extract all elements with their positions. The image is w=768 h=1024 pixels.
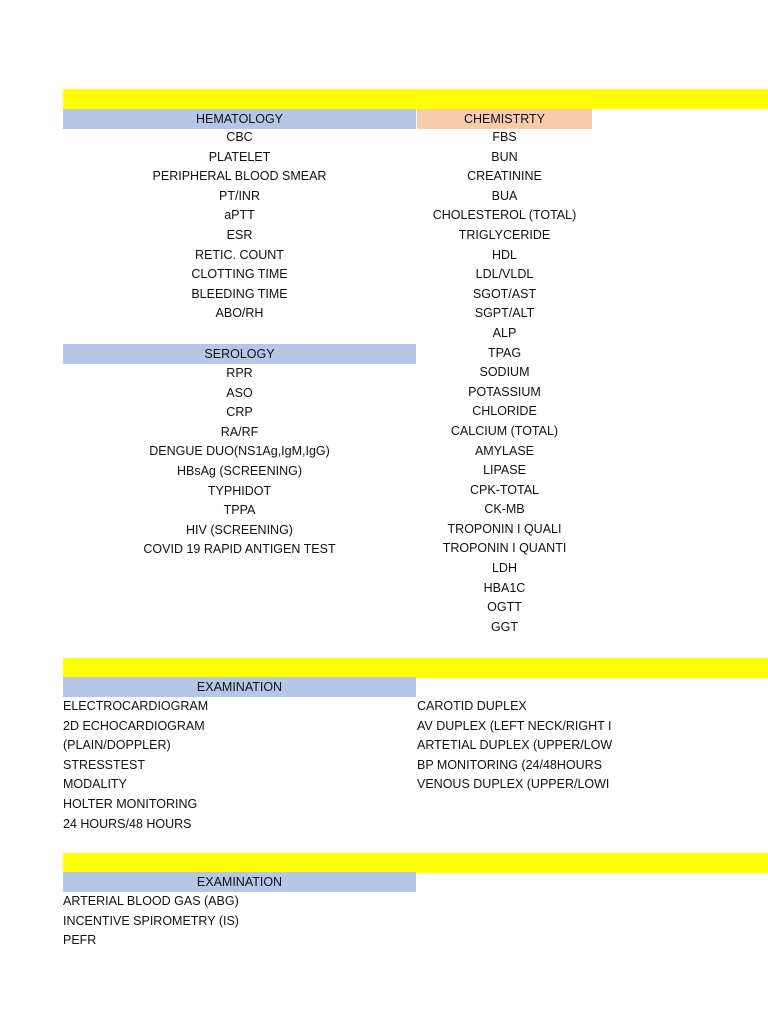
serology-item: TYPHIDOT bbox=[207, 483, 272, 498]
examination-item: BP MONITORING (24/48HOURS bbox=[417, 757, 602, 772]
chemistry-item: OGTT bbox=[487, 600, 522, 615]
chemistry-item: AMYLASE bbox=[474, 443, 535, 458]
serology-item: DENGUE DUO(NS1Ag,IgM,IgG) bbox=[149, 444, 330, 459]
examination-item: STRESSTEST bbox=[63, 757, 145, 772]
chemistry-item: TROPONIN I QUANTI bbox=[442, 541, 567, 556]
chemistry-item: CALCIUM (TOTAL) bbox=[450, 423, 559, 438]
hematology-header: HEMATOLOGY bbox=[63, 109, 416, 129]
chemistry-item: TRIGLYCERIDE bbox=[458, 227, 551, 242]
chemistry-item: CPK-TOTAL bbox=[470, 482, 539, 497]
serology-item: COVID 19 RAPID ANTIGEN TEST bbox=[143, 542, 336, 557]
chemistry-item: CK-MB bbox=[484, 502, 525, 517]
examination-item: CAROTID DUPLEX bbox=[417, 699, 527, 713]
chemistry-item: SGOT/AST bbox=[472, 286, 537, 301]
examination-2-list bbox=[63, 892, 416, 951]
serology-item: CRP bbox=[226, 405, 253, 420]
examination-item: VENOUS DUPLEX (UPPER/LOWI bbox=[417, 777, 610, 792]
hematology-item: CBC bbox=[226, 130, 253, 144]
section-band-bottom bbox=[63, 853, 768, 873]
examination-item: MODALITY bbox=[63, 777, 127, 792]
chemistry-item: CHOLESTEROL (TOTAL) bbox=[432, 208, 577, 223]
chemistry-item: LDH bbox=[491, 561, 517, 576]
hematology-item: aPTT bbox=[224, 208, 255, 223]
chemistry-item: BUN bbox=[491, 149, 518, 164]
chemistry-item: CHLORIDE bbox=[472, 404, 537, 419]
hematology-list bbox=[63, 128, 416, 324]
hematology-item: RETIC. COUNT bbox=[195, 247, 284, 262]
serology-item: RA/RF bbox=[220, 424, 259, 439]
examination-2-header: EXAMINATION bbox=[63, 872, 416, 892]
examination-2-item: ARTERIAL BLOOD GAS (ABG) bbox=[63, 894, 239, 908]
chemistry-item: LIPASE bbox=[483, 463, 526, 478]
hematology-item: BLEEDING TIME bbox=[191, 286, 288, 301]
serology-item: TPPA bbox=[223, 503, 256, 518]
chemistry-item: HDL bbox=[491, 247, 517, 262]
examination-2-item: PEFR bbox=[63, 933, 97, 948]
chemistry-item: SGPT/ALT bbox=[474, 306, 535, 321]
examination-item: 24 HOURS/48 HOURS bbox=[63, 816, 192, 831]
chemistry-item: POTASSIUM bbox=[468, 384, 541, 399]
examination-item: HOLTER MONITORING bbox=[63, 796, 198, 811]
examination-right-list bbox=[417, 697, 613, 795]
chemistry-list bbox=[417, 128, 592, 637]
serology-item: HIV (SCREENING) bbox=[186, 522, 293, 537]
serology-item: HBsAg (SCREENING) bbox=[176, 463, 303, 478]
chemistry-item: LDL/VLDL bbox=[475, 267, 534, 282]
examination-left-list bbox=[63, 697, 416, 834]
chemistry-item: HBA1C bbox=[483, 580, 526, 595]
chemistry-header: CHEMISTRTY bbox=[417, 109, 592, 129]
hematology-item: PT/INR bbox=[219, 188, 260, 203]
hematology-item: PERIPHERAL BLOOD SMEAR bbox=[152, 169, 327, 184]
chemistry-item: ALP bbox=[492, 325, 517, 340]
examination-item: AV DUPLEX (LEFT NECK/RIGHT I bbox=[417, 718, 612, 733]
hematology-item: PLATELET bbox=[208, 149, 271, 164]
chemistry-item: TROPONIN I QUALI bbox=[447, 521, 562, 536]
section-band-middle bbox=[63, 658, 768, 678]
examination-header: EXAMINATION bbox=[63, 677, 416, 697]
chemistry-item: BUA bbox=[491, 188, 518, 203]
serology-item: RPR bbox=[226, 366, 253, 380]
chemistry-item: TPAG bbox=[487, 345, 522, 360]
hematology-item: ESR bbox=[226, 227, 253, 242]
examination-item: ELECTROCARDIOGRAM bbox=[63, 699, 209, 713]
examination-item: 2D ECHOCARDIOGRAM bbox=[63, 718, 205, 733]
serology-list bbox=[63, 364, 416, 560]
hematology-item: ABO/RH bbox=[215, 306, 264, 321]
section-band-top bbox=[63, 89, 768, 109]
serology-header: SEROLOGY bbox=[63, 344, 416, 364]
serology-item: ASO bbox=[226, 385, 253, 400]
examination-item: ARTETIAL DUPLEX (UPPER/LOW bbox=[417, 738, 613, 753]
chemistry-item: FBS bbox=[492, 130, 517, 144]
chemistry-item: GGT bbox=[490, 619, 519, 634]
examination-item: (PLAIN/DOPPLER) bbox=[63, 738, 171, 753]
examination-2-item: INCENTIVE SPIROMETRY (IS) bbox=[63, 913, 239, 928]
hematology-item: CLOTTING TIME bbox=[191, 267, 288, 282]
chemistry-item: CREATININE bbox=[467, 169, 542, 184]
chemistry-item: SODIUM bbox=[479, 365, 530, 380]
